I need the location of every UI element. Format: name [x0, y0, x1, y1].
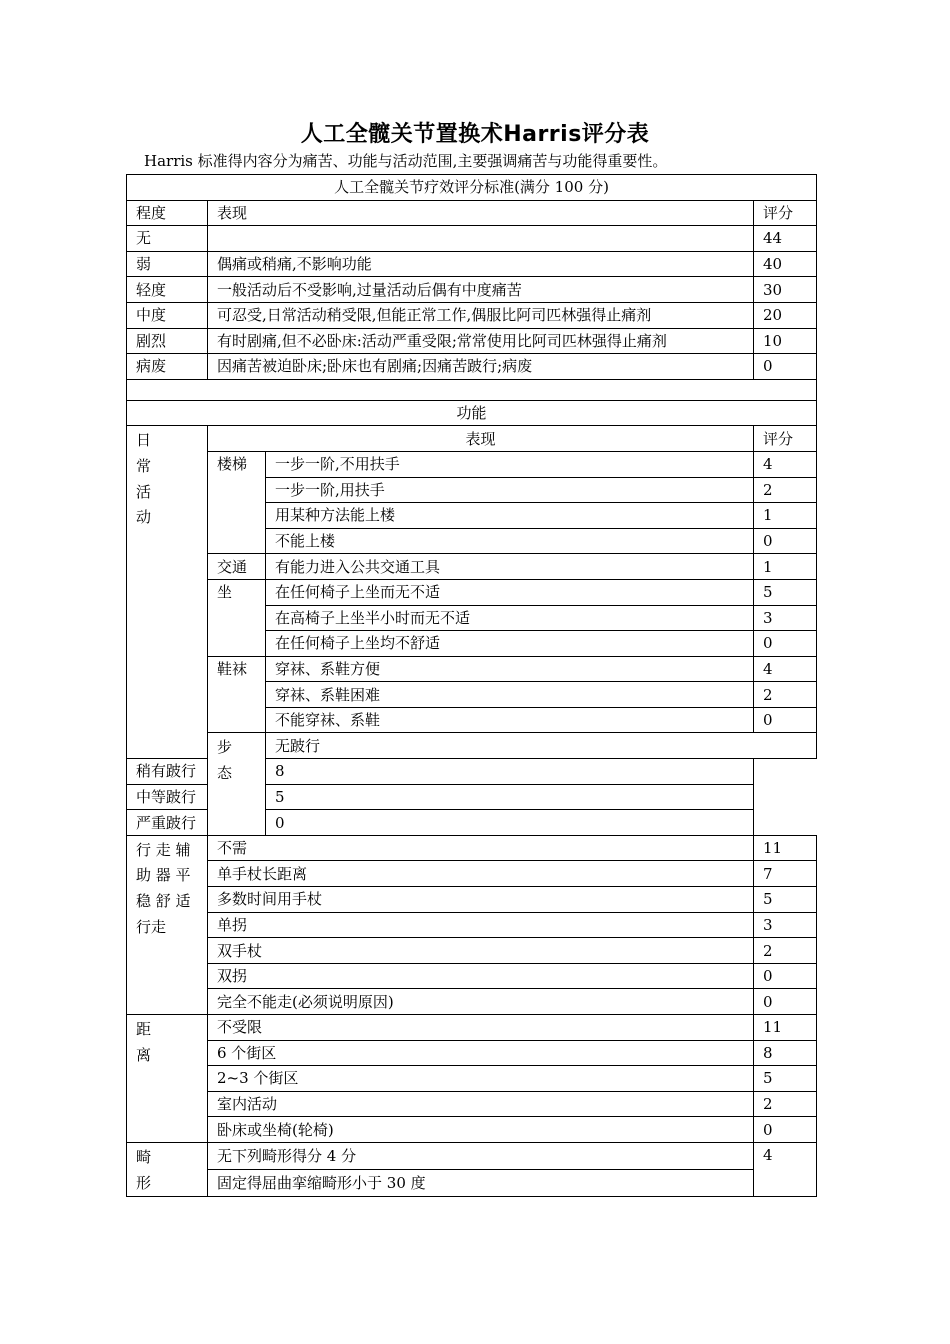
harris-score-table	[126, 174, 817, 1197]
table-row	[127, 226, 817, 252]
item-score: 1	[754, 503, 817, 529]
item-desc: 不能穿袜、系鞋	[266, 707, 754, 733]
item-score: 5	[754, 579, 817, 605]
col-score: 评分	[754, 200, 817, 226]
pain-desc: 可忍受,日常活动稍受限,但能正常工作,偶服比阿司匹林强得止痛剂	[208, 302, 754, 328]
table-row	[127, 354, 817, 380]
daily-activity-label	[127, 426, 208, 759]
table-row	[127, 1091, 817, 1117]
table-row	[127, 175, 817, 201]
item-desc: 用某种方法能上楼	[266, 503, 754, 529]
label-line: 离	[136, 1045, 152, 1064]
item-score: 11	[754, 1015, 817, 1041]
item-desc: 6 个街区	[208, 1040, 754, 1066]
item-score: 2	[754, 682, 817, 708]
item-desc: 双手杖	[208, 938, 754, 964]
item-score: 0	[266, 810, 754, 836]
pain-desc: 偶痛或稍痛,不影响功能	[208, 251, 754, 277]
pain-degree: 中度	[127, 302, 208, 328]
item-desc: 多数时间用手杖	[208, 887, 754, 913]
table-row	[127, 784, 817, 810]
pain-degree: 剧烈	[127, 328, 208, 354]
pain-score: 30	[754, 277, 817, 303]
item-desc: 不能上楼	[266, 528, 754, 554]
table-row	[127, 912, 817, 938]
deformity-label	[127, 1142, 208, 1196]
item-score: 0	[754, 963, 817, 989]
pain-degree: 弱	[127, 251, 208, 277]
item-desc: 中等跛行	[127, 784, 266, 810]
transport-label: 交通	[208, 554, 266, 580]
table-row	[127, 1117, 817, 1143]
item-desc: 在任何椅子上坐均不舒适	[266, 631, 754, 657]
table-row	[127, 861, 817, 887]
table-row	[127, 302, 817, 328]
pain-degree: 病废	[127, 354, 208, 380]
pain-score: 44	[754, 226, 817, 252]
table-row	[127, 887, 817, 913]
col-degree: 程度	[127, 200, 208, 226]
label-line: 行走	[136, 917, 167, 936]
item-score: 8	[754, 1040, 817, 1066]
label-line: 活	[136, 482, 152, 501]
label-line: 畸	[136, 1147, 152, 1166]
pain-heading: 人工全髋关节疗效评分标准(满分 100 分)	[127, 175, 817, 201]
table-row	[127, 938, 817, 964]
table-row	[127, 963, 817, 989]
item-desc: 不受限	[208, 1015, 754, 1041]
intro-text: Harris 标准得内容分为痛苦、功能与活动范围,主要强调痛苦与功能得重要性。	[144, 152, 668, 170]
table-row	[127, 1142, 817, 1169]
col-desc: 表现	[208, 426, 754, 452]
item-score: 4	[754, 1142, 817, 1196]
walking-aid-label	[127, 835, 208, 1014]
item-score: 0	[754, 707, 817, 733]
item-score: 7	[754, 861, 817, 887]
item-score: 5	[754, 887, 817, 913]
sitting-label: 坐	[208, 579, 266, 656]
label-line: 助 器 平	[136, 866, 191, 885]
item-desc: 双拐	[208, 963, 754, 989]
item-desc: 在任何椅子上坐而无不适	[266, 579, 754, 605]
item-score: 0	[754, 989, 817, 1015]
pain-score: 0	[754, 354, 817, 380]
item-score: 0	[754, 1117, 817, 1143]
item-desc: 在高椅子上坐半小时而无不适	[266, 605, 754, 631]
table-header-row	[127, 426, 817, 452]
label-line: 日	[136, 431, 152, 450]
table-row	[127, 451, 817, 477]
item-desc: 完全不能走(必须说明原因)	[208, 989, 754, 1015]
table-row	[127, 835, 817, 861]
pain-desc	[208, 226, 754, 252]
function-heading: 功能	[127, 400, 817, 426]
item-score: 3	[754, 605, 817, 631]
item-desc: 卧床或坐椅(轮椅)	[208, 1117, 754, 1143]
item-score: 8	[266, 759, 754, 785]
table-row	[127, 989, 817, 1015]
item-score: 0	[754, 631, 817, 657]
pain-degree: 无	[127, 226, 208, 252]
table-row	[127, 579, 817, 605]
spacer-row	[127, 379, 817, 400]
item-score: 3	[754, 912, 817, 938]
item-desc: 不需	[208, 835, 754, 861]
table-row	[127, 400, 817, 426]
item-desc: 严重跛行	[127, 810, 266, 836]
pain-degree: 轻度	[127, 277, 208, 303]
item-desc: 单手杖长距离	[208, 861, 754, 887]
item-desc: 穿袜、系鞋困难	[266, 682, 754, 708]
item-score: 0	[754, 528, 817, 554]
item-desc: 固定得屈曲挛缩畸形小于 30 度	[208, 1170, 754, 1197]
pain-desc: 因痛苦被迫卧床;卧床也有剧痛;因痛苦跛行;病废	[208, 354, 754, 380]
table-header-row	[127, 200, 817, 226]
item-score: 4	[754, 451, 817, 477]
table-row	[127, 1066, 817, 1092]
label-line: 形	[136, 1173, 152, 1192]
item-score: 5	[754, 1066, 817, 1092]
table-row	[127, 328, 817, 354]
item-desc: 穿袜、系鞋方便	[266, 656, 754, 682]
shoes-label: 鞋袜	[208, 656, 266, 733]
distance-label	[127, 1015, 208, 1143]
col-score: 评分	[754, 426, 817, 452]
table-row	[127, 1170, 817, 1197]
stairs-label: 楼梯	[208, 451, 266, 553]
item-desc: 稍有跛行	[127, 759, 266, 785]
label-line: 步	[217, 738, 233, 757]
item-score: 1	[754, 554, 817, 580]
table-row	[127, 277, 817, 303]
col-desc: 表现	[208, 200, 754, 226]
item-desc: 有能力进入公共交通工具	[266, 554, 754, 580]
label-line: 动	[136, 508, 152, 527]
pain-score: 10	[754, 328, 817, 354]
item-desc: 单拐	[208, 912, 754, 938]
table-row	[127, 810, 817, 836]
item-score: 2	[754, 1091, 817, 1117]
item-desc: 无跛行	[266, 733, 817, 759]
pain-desc: 一般活动后不受影响,过量活动后偶有中度痛苦	[208, 277, 754, 303]
item-desc: 2~3 个街区	[208, 1066, 754, 1092]
page-title: 人工全髋关节置换术Harris评分表	[300, 122, 650, 147]
item-desc: 无下列畸形得分 4 分	[208, 1142, 754, 1169]
pain-score: 20	[754, 302, 817, 328]
item-score: 2	[754, 938, 817, 964]
item-score: 4	[754, 656, 817, 682]
item-score: 2	[754, 477, 817, 503]
table-row	[127, 733, 817, 759]
item-desc: 室内活动	[208, 1091, 754, 1117]
item-score: 5	[266, 784, 754, 810]
item-desc: 一步一阶,不用扶手	[266, 451, 754, 477]
table-row	[127, 1040, 817, 1066]
table-row	[127, 656, 817, 682]
item-desc: 一步一阶,用扶手	[266, 477, 754, 503]
pain-score: 40	[754, 251, 817, 277]
spacer-cell	[127, 379, 817, 400]
label-line: 稳 舒 适	[136, 892, 191, 911]
pain-desc: 有时剧痛,但不必卧床:活动严重受限;常常使用比阿司匹林强得止痛剂	[208, 328, 754, 354]
item-score: 11	[754, 835, 817, 861]
label-line: 行 走 辅	[136, 840, 191, 859]
label-line: 距	[136, 1020, 152, 1038]
label-line: 常	[136, 456, 152, 475]
label-line: 态	[217, 764, 233, 783]
table-row	[127, 554, 817, 580]
table-row	[127, 1015, 817, 1041]
table-row	[127, 251, 817, 277]
